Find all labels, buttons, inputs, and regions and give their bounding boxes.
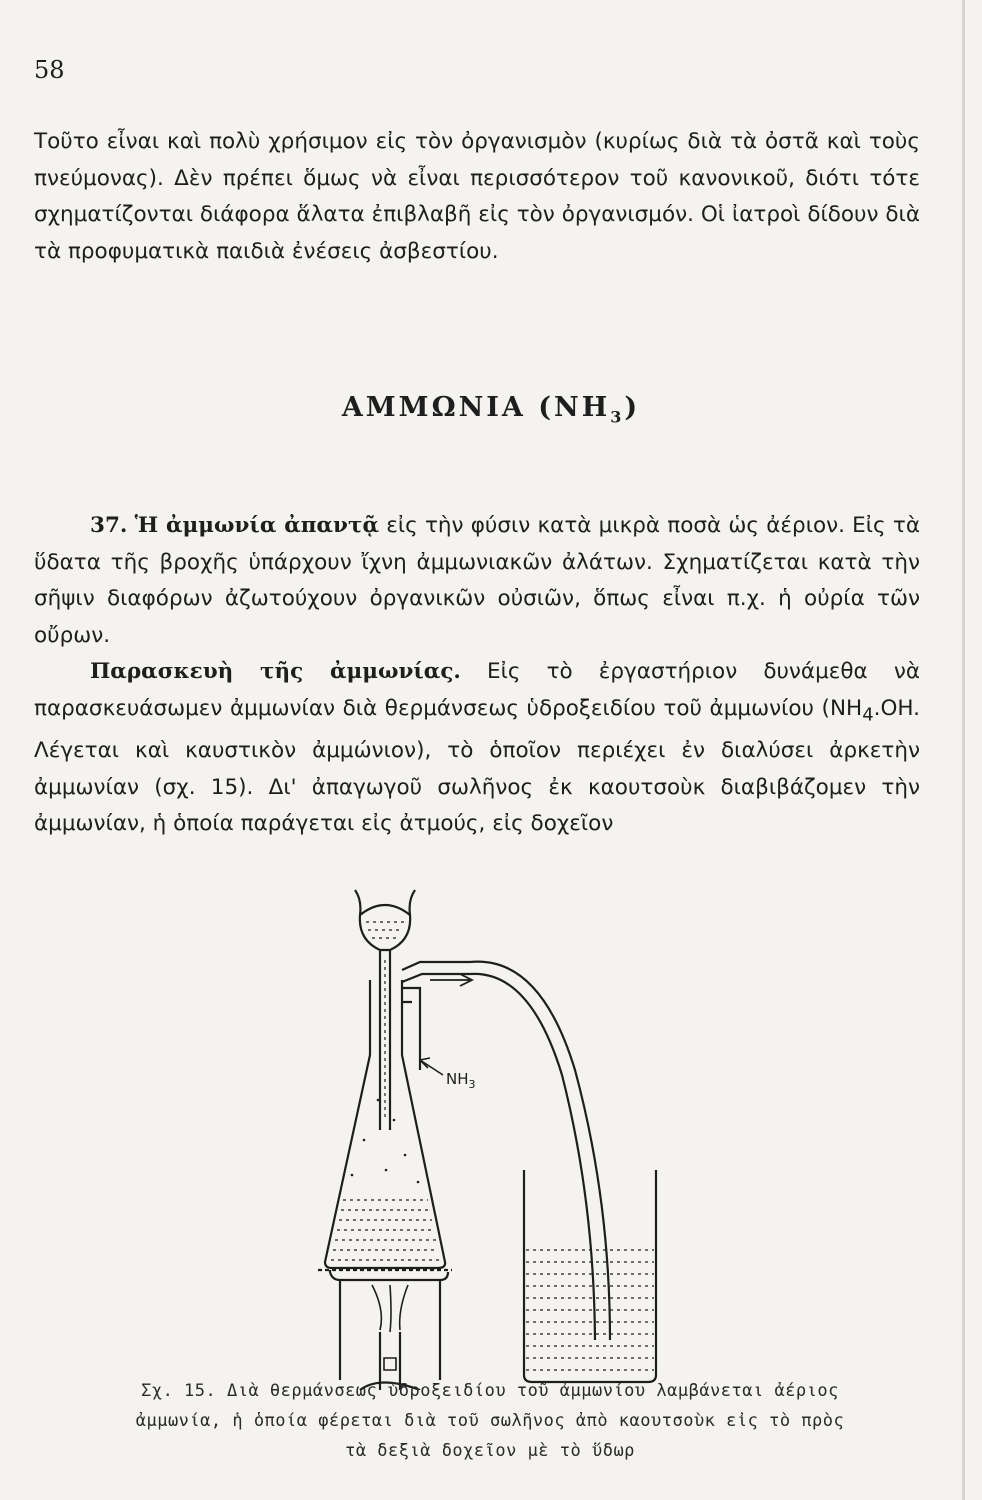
delivery-tube-stub: [402, 988, 420, 1070]
article-lead: Ἡ ἀμμωνία ἀπαντᾷ: [134, 513, 379, 538]
flask-liquid: [331, 1200, 440, 1260]
delivery-tube-top: [402, 962, 470, 982]
section-heading-end: ): [624, 392, 641, 423]
section-heading: [0, 392, 982, 426]
gas-dot: [393, 1119, 396, 1122]
tripod-frame: [330, 1270, 448, 1380]
gas-dot: [377, 1099, 380, 1102]
article-text-1: εἰς τὴν φύσιν κατὰ μικρὰ ποσὰ ὡς ἀέριον. Εἰς τὰ ὕδατα τῆς βροχῆς ὑπάρχουν ἴχνη ἀμμωνιακῶν ἀλάτων. Σχηματίζεται κατὰ τὴν σῆψιν διαφόρων ἀζωτούχουν ὀργανικῶν οὐσιῶν, ὅπως εἶναι π.χ. ἡ οὐρία τῶν οὔρων.: [34, 513, 920, 648]
figure-caption: Σχ. 15. Διὰ θερμάνσεως ὑδροξειδίου τοῦ ἀμμωνίου λαμβάνεται ἀέριος ἀμμωνία, ἡ ὁποία φέρεται διὰ τοῦ σωλῆνος ἀπὸ καουτσοὺκ εἰς τὸ πρὸς τὰ δεξιὰ δοχεῖον μὲ τὸ ὕδωρ: [135, 1381, 845, 1461]
funnel-liquid: [366, 922, 404, 938]
gas-dot: [351, 1174, 354, 1177]
section-heading-subscript: 3: [610, 407, 625, 427]
nh3-label-subscript: 3: [468, 1078, 476, 1091]
ammonia-apparatus-figure: [0, 870, 982, 1390]
article-text-2: Εἰς τὸ ἐργαστήριον δυνάμεθα νὰ παρασκευάσωμεν ἀμμωνίαν διὰ θερμάνσεως ὑδροξειδίου τοῦ ἀμμωνίου (NH: [34, 659, 921, 721]
gas-dot: [404, 1154, 407, 1157]
article-number: 37.: [90, 513, 128, 538]
article-text-3: .OH. Λέγεται καὶ καυστικὸν ἀμμώνιον), τὸ ὁποῖον περιέχει ἐν διαλύσει ἀρκετὴν ἀμμωνίαν (σχ. 15). Δι' ἀπαγωγοῦ σωλῆνος ἐκ καουτσοὺκ διαβιβάζομεν τὴν ἀμμωνίαν, ἡ ὁποία παράγεται εἰς ἀτμούς, εἰς δοχεῖον: [34, 695, 920, 837]
nh3-pointer-arrow: [420, 1058, 443, 1075]
gas-dot: [417, 1181, 420, 1184]
bunsen-burner-valve: [384, 1358, 396, 1370]
intro-paragraph: Τοῦτο εἶναι καὶ πολὺ χρήσιμον εἰς τὸν ὀργανισμὸν (κυρίως διὰ τὰ ὀστᾶ καὶ τοὺς πνεύμονας). Δὲν πρέπει ὅμως νὰ εἶναι περισσότερον τοῦ κανονικοῦ, διότι τότε σχηματίζονται διάφορα ἅλατα ἐπιβλαβῆ εἰς τὸν ὀργανισμόν. Οἱ ἰατροὶ δίδουν διὰ τὰ προφυματικὰ παιδιὰ ἐνέσεις ἀσβεστίου.: [34, 129, 920, 264]
funnel-cup: [360, 905, 410, 950]
section-heading-text: ΑΜΜΩΝΙΑ (NH: [341, 392, 611, 423]
rubber-hose-inner: [470, 974, 595, 1340]
beaker-water: [526, 1250, 654, 1370]
nh3-label: [446, 1070, 476, 1091]
water-beaker: [524, 1170, 656, 1382]
gas-flow-arrow: [430, 974, 472, 986]
page-number: 58: [34, 56, 65, 84]
preparation-lead: Παρασκευὴ τῆς ἀμμωνίας.: [90, 659, 461, 684]
burner-flame: [372, 1285, 408, 1332]
nh3-label-text: NH: [446, 1070, 469, 1088]
formula-subscript: 4: [862, 703, 874, 725]
gas-dot: [385, 1169, 388, 1172]
article-paragraph: [34, 508, 920, 843]
rubber-hose-outer: [470, 962, 610, 1340]
gas-dot: [363, 1139, 366, 1142]
